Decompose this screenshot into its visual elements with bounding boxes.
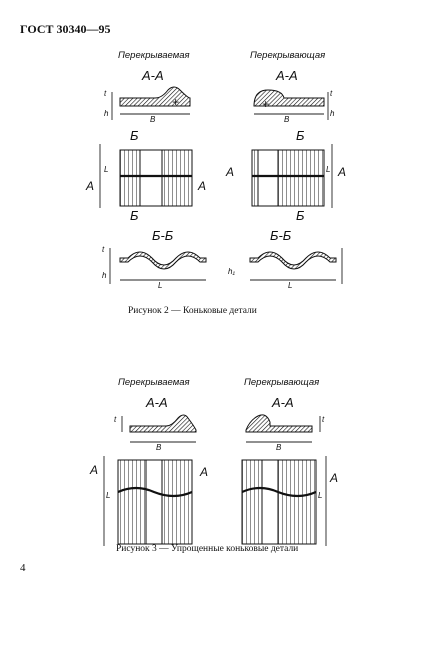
fig2-wave-section-overlapped (100, 244, 216, 294)
fig3-width-mark: B (156, 443, 162, 452)
svg-text:A: A (226, 165, 235, 179)
svg-text:L: L (318, 491, 323, 500)
fig2-section-bb-right: Б-Б (270, 228, 292, 243)
fig2-cut-b-top-left: Б (130, 128, 139, 143)
fig2-a-mark-left: A (86, 179, 95, 193)
svg-text:L: L (104, 165, 109, 174)
svg-text:B: B (276, 443, 282, 452)
page-number: 4 (20, 562, 26, 574)
svg-text:h: h (102, 271, 107, 280)
fig2-section-bb-left: Б-Б (152, 228, 174, 243)
fig3-a-mark-left: A (90, 463, 99, 477)
fig3-length-mark: L (106, 491, 111, 500)
fig2-cut-b-bottom-left: Б (130, 208, 139, 223)
svg-text:A: A (338, 165, 347, 179)
svg-text:A: A (200, 465, 209, 479)
svg-text:t: t (322, 415, 325, 424)
fig2-cut-b-bottom-right: Б (296, 208, 305, 223)
svg-text:L: L (326, 165, 331, 174)
fig2-h-mark: h (104, 109, 109, 118)
fig2-plan-overlapping (222, 142, 352, 210)
fig2-caption: Рисунок 2 — Коньковые детали (128, 306, 257, 316)
fig3-plan-overlapping (222, 454, 352, 550)
fig2-length-mark: L (158, 281, 163, 290)
fig2-profile-overlapped (100, 84, 200, 128)
svg-text:h: h (330, 109, 335, 118)
fig3-section-aa-left: А-А (146, 395, 168, 410)
fig2-t-mark: t (104, 89, 107, 98)
fig3-plan-overlapped (84, 454, 214, 550)
fig2-plan-overlapped (80, 142, 210, 210)
svg-text:L: L (288, 281, 293, 290)
fig2-overlapping-label: Перекрывающая (250, 50, 326, 61)
svg-text:B: B (284, 115, 290, 124)
fig3-overlapping-label: Перекрывающая (244, 377, 320, 388)
fig3-t-mark: t (114, 415, 117, 424)
svg-text:+: + (262, 97, 270, 111)
fig3-overlapped-label: Перекрываемая (118, 377, 190, 388)
document-header: ГОСТ 30340—95 (20, 22, 111, 36)
fig2-h1-mark: h₁ (228, 267, 235, 276)
fig2-section-aa-left: А-А (142, 68, 164, 83)
svg-text:A: A (198, 179, 207, 193)
fig2-overlapped-label: Перекрываемая (118, 50, 190, 61)
svg-text:A: A (330, 471, 339, 485)
fig2-section-aa-right: А-А (276, 68, 298, 83)
fig3-profile-overlapping (236, 410, 336, 454)
fig2-cut-b-top-right: Б (296, 128, 305, 143)
fig2-width-mark: B (150, 115, 156, 124)
svg-text:+: + (172, 95, 180, 109)
fig2-profile-overlapping (234, 84, 334, 128)
svg-text:t: t (102, 245, 105, 254)
fig3-caption: Рисунок 3 — Упрощенные коньковые детали (116, 544, 299, 554)
fig2-wave-section-overlapping (226, 244, 356, 294)
svg-text:t: t (330, 89, 333, 98)
fig3-section-aa-right: А-А (272, 395, 294, 410)
fig3-profile-overlapped (110, 410, 210, 454)
